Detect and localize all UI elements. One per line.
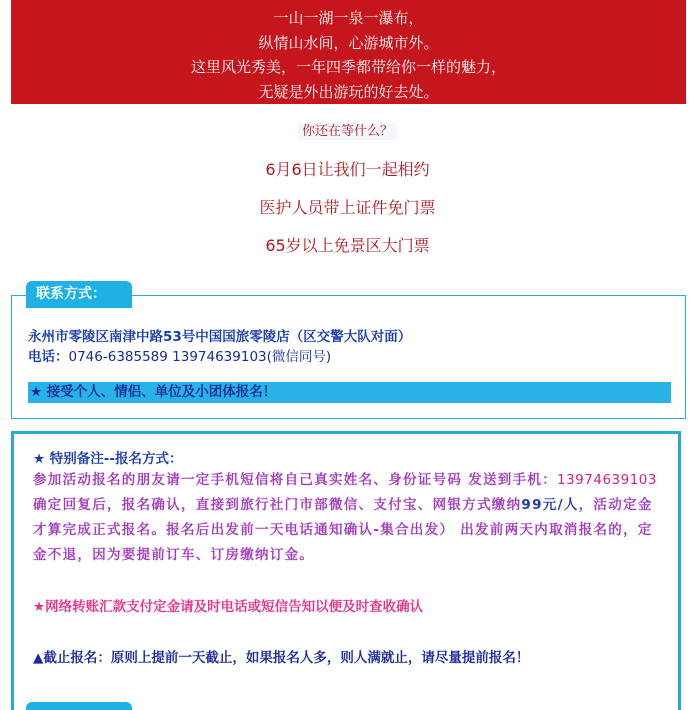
banner-line: 纵情山水间，心游城市外。 bbox=[258, 33, 439, 52]
contact-phone bbox=[28, 345, 331, 365]
notes-fee: 99元/人 bbox=[521, 497, 579, 513]
contact-address: 永州市零陵区南津中路53号中国国旅零陵店（区交警大队对面） bbox=[28, 329, 412, 345]
notes-body bbox=[33, 468, 663, 568]
intro-banner bbox=[11, 0, 686, 104]
notes-body-part2: 确定回复后，报名确认，直接到旅行社门市部微信、支付宝、网银方式缴纳 bbox=[33, 497, 522, 513]
contact-tab: 联系方式： bbox=[26, 281, 132, 308]
contact-phone-value: 0746-6385589 13974639103(微信同号) bbox=[68, 349, 332, 365]
notes-transfer-line: ★网络转账汇款支付定金请及时电话或短信告知以便及时查收确认 bbox=[33, 599, 424, 615]
promo-senior-line: 65岁以上免景区大门票 bbox=[265, 236, 430, 255]
promo-date-line: 6月6日让我们一起相约 bbox=[265, 160, 430, 179]
promo-question-text: 你还在等什么？ bbox=[298, 123, 397, 140]
accept-registration-bar: ★ 接受个人、情侣、单位及小团体报名！ bbox=[28, 382, 671, 403]
promo-medical-line: 医护人员带上证件免门票 bbox=[259, 198, 436, 217]
notes-body-part1: 参加活动报名的朋友请一定手机短信将自己真实姓名、身份证号码 发送到手机： bbox=[33, 472, 557, 488]
notes-title: ★ 特别备注--报名方式： bbox=[33, 451, 183, 467]
next-section-tab bbox=[26, 702, 132, 710]
notes-phone-number: 13974639103 bbox=[557, 472, 657, 488]
banner-line: 无疑是外出游玩的好去处。 bbox=[258, 82, 439, 101]
notes-deadline-line: ▲截止报名：原则上提前一天截止，如果报名人多，则人满就止，请尽量提前报名！ bbox=[33, 650, 530, 666]
banner-line: 这里风光秀美，一年四季都带给你一样的魅力， bbox=[190, 58, 506, 76]
notes-body-part3: ，活动定金才算完成正式报名。报名后出发前一天电话通知确认-集合出发） 出发前两天内取消报名的，定金不退，因为要提前订车、订房缴纳订金。 bbox=[33, 497, 653, 563]
promo-question bbox=[0, 120, 695, 139]
banner-line: 一山一湖一泉一瀑布， bbox=[273, 9, 424, 27]
contact-phone-label: 电话： bbox=[28, 349, 69, 365]
